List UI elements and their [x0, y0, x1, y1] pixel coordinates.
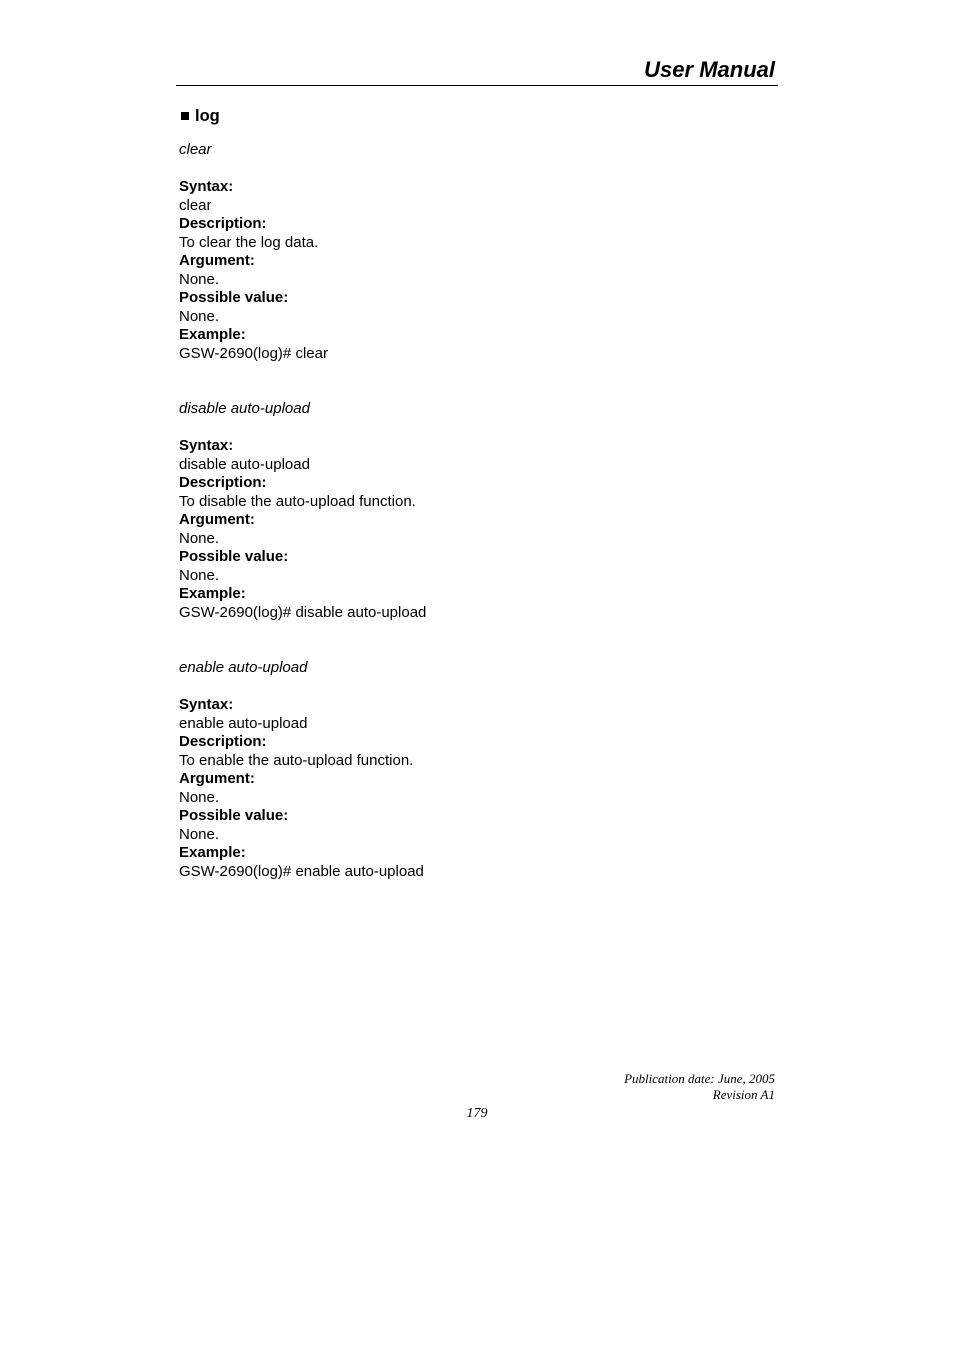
description-value: To clear the log data. [179, 233, 319, 251]
description-label: Description: [179, 215, 267, 232]
syntax-value: enable auto-upload [179, 714, 308, 732]
description-value: To disable the auto-upload function. [179, 492, 416, 510]
section-heading [179, 104, 779, 128]
syntax-label: Syntax: [179, 696, 234, 713]
footer-publication-info [624, 1071, 775, 1103]
command-name: enable auto-upload [179, 659, 308, 676]
description-value: To enable the auto-upload function. [179, 751, 414, 769]
example-label: Example: [179, 585, 246, 602]
argument-label: Argument: [179, 511, 255, 528]
argument-label: Argument: [179, 252, 255, 269]
argument-value: None. [179, 788, 220, 806]
syntax-value: clear [179, 196, 212, 214]
syntax-label: Syntax: [179, 178, 234, 195]
syntax-value: disable auto-upload [179, 455, 310, 473]
command-block-disable-auto-upload [179, 400, 779, 622]
command-block-enable-auto-upload [179, 659, 779, 881]
square-bullet-icon [181, 112, 189, 120]
section-title: log [195, 107, 220, 125]
example-label: Example: [179, 844, 246, 861]
header-title: User Manual [644, 57, 775, 82]
example-value: GSW-2690(log)# clear [179, 344, 328, 362]
possible-value-value: None. [179, 307, 220, 325]
command-name: clear [179, 141, 212, 158]
possible-value-label: Possible value: [179, 548, 289, 565]
argument-label: Argument: [179, 770, 255, 787]
publication-date: Publication date: June, 2005 [624, 1071, 775, 1086]
command-name: disable auto-upload [179, 400, 310, 417]
revision: Revision A1 [712, 1087, 775, 1102]
possible-value-value: None. [179, 566, 220, 584]
description-label: Description: [179, 474, 267, 491]
syntax-label: Syntax: [179, 437, 234, 454]
page-content [179, 104, 779, 918]
possible-value-label: Possible value: [179, 807, 289, 824]
example-label: Example: [179, 326, 246, 343]
page-number: 179 [466, 1106, 488, 1121]
header-divider [176, 85, 778, 86]
possible-value-label: Possible value: [179, 289, 289, 306]
description-label: Description: [179, 733, 267, 750]
example-value: GSW-2690(log)# enable auto-upload [179, 862, 424, 880]
command-block-clear [179, 141, 779, 363]
argument-value: None. [179, 270, 220, 288]
possible-value-value: None. [179, 825, 220, 843]
example-value: GSW-2690(log)# disable auto-upload [179, 603, 427, 621]
argument-value: None. [179, 529, 220, 547]
